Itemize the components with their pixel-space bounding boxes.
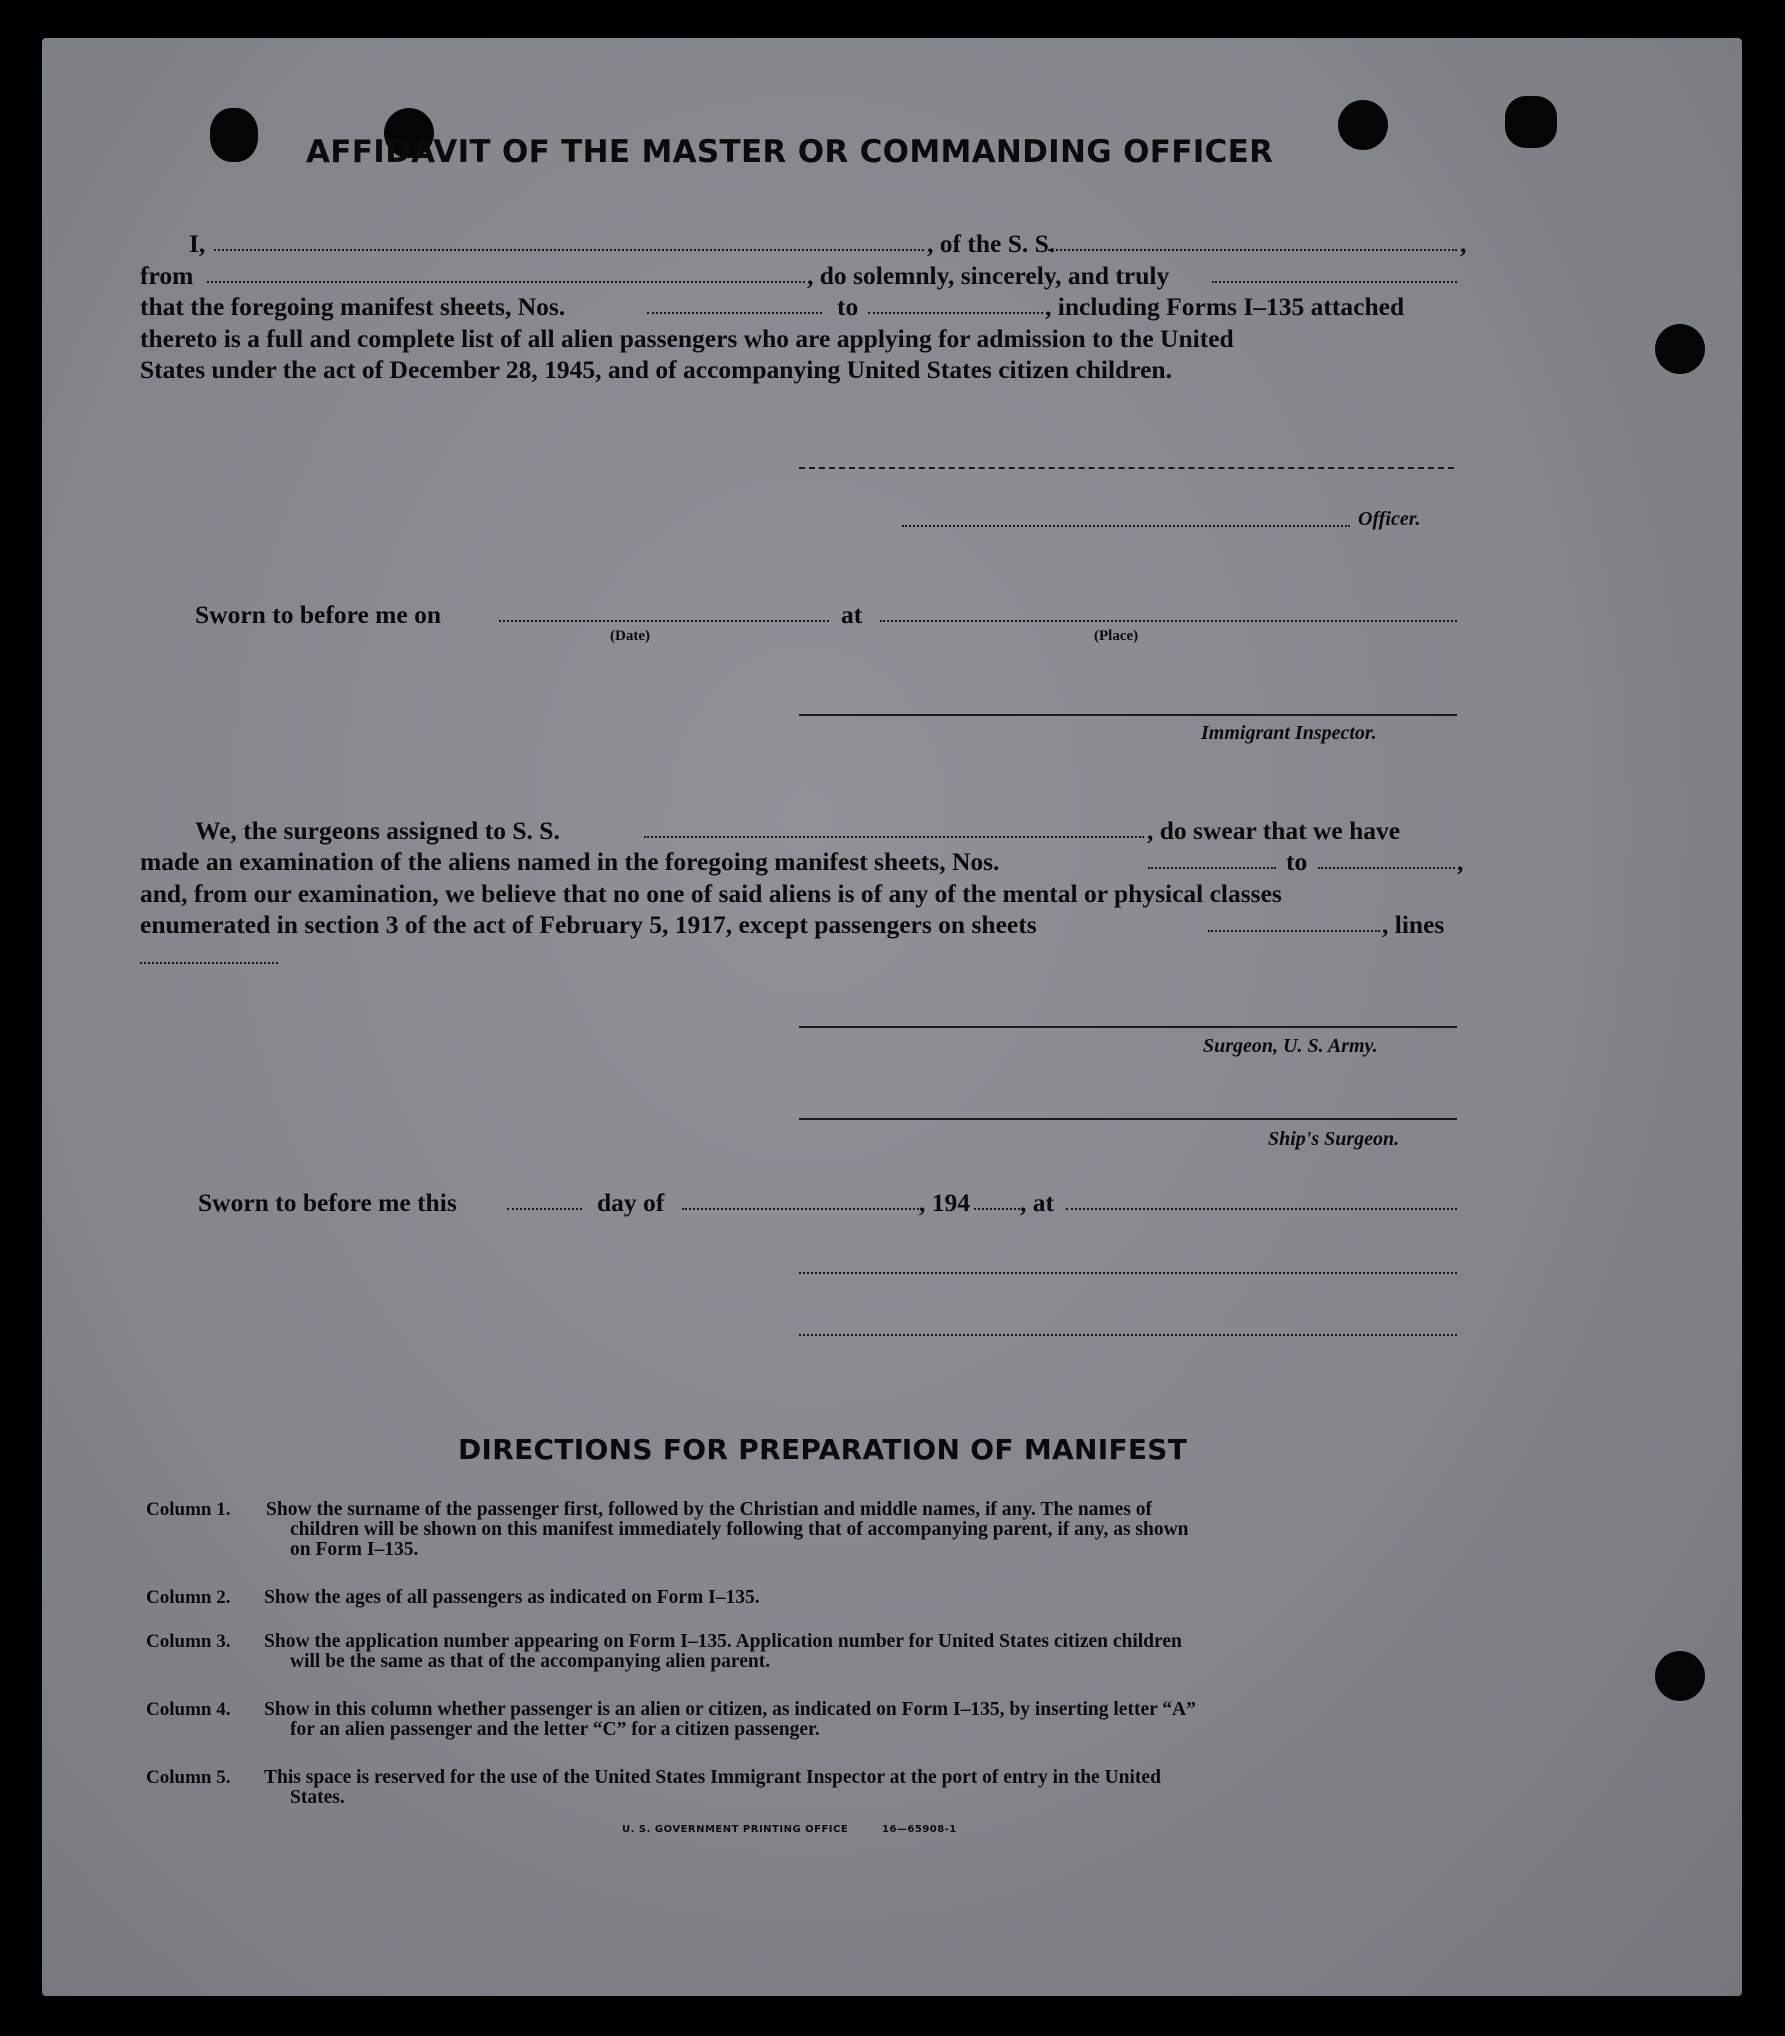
punch-hole [1655, 1651, 1705, 1701]
direction-text: will be the same as that of the accompanying alien parent. [290, 1651, 771, 1672]
sworn-at: at [841, 600, 863, 629]
surgeon-sheet-from-field[interactable] [1148, 867, 1276, 869]
direction-label: Column 1. [146, 1499, 231, 1520]
direction-text: Show the ages of all passengers as indicated on Form I–135. [264, 1587, 760, 1608]
sworn-day-field[interactable] [507, 1208, 582, 1210]
master-name-field[interactable] [214, 249, 924, 251]
except-sheets-field[interactable] [1208, 930, 1380, 932]
direction-text: children will be shown on this manifest immediately following that of accompanying parent, if any, as shown [290, 1519, 1189, 1540]
inspector-label: Immigrant Inspector. [1201, 722, 1377, 744]
affidavit-line-4: thereto is a full and complete list of all alien passengers who are applying for admission to the United [140, 324, 1234, 353]
sworn-place-field[interactable] [880, 620, 1457, 622]
sworn-date-field[interactable] [499, 620, 829, 622]
place-caption: (Place) [1094, 628, 1139, 644]
direction-label: Column 5. [146, 1767, 231, 1788]
sworn-year-prefix: , 194 [919, 1188, 970, 1217]
officer-label: Officer. [1358, 508, 1421, 530]
sheet-from-field[interactable] [647, 312, 822, 314]
sworn-year-at: , at [1020, 1188, 1054, 1217]
ship-name-field[interactable] [1045, 249, 1457, 251]
punch-hole [1505, 96, 1557, 148]
sworn-year-field[interactable] [974, 1208, 1020, 1210]
direction-text: for an alien passenger and the letter “C” for a citizen passenger. [290, 1719, 820, 1740]
sheet-to-field[interactable] [868, 312, 1043, 314]
inspector-signature-line[interactable] [799, 714, 1457, 716]
affidavit-line-5: States under the act of December 28, 1945, and of accompanying United States citizen children. [140, 355, 1172, 384]
surgeons-line-4-end: , lines [1382, 910, 1445, 939]
ship-surgeon-signature-line[interactable] [799, 1118, 1457, 1120]
direction-text: on Form I–135. [290, 1539, 419, 1560]
direction-label: Column 4. [146, 1699, 231, 1720]
form-code: 16—65908-1 [882, 1824, 957, 1835]
punch-hole [1338, 100, 1388, 150]
oath-field[interactable] [1212, 281, 1457, 283]
surgeons-line-2-start: made an examination of the aliens named in the foregoing manifest sheets, Nos. [140, 847, 1000, 876]
affidavit-line-3-to: to [837, 292, 859, 321]
officer-title-line[interactable] [902, 525, 1350, 527]
affidavit-line-1-end: , [1460, 229, 1467, 258]
affidavit-line-2-start: from [140, 261, 194, 290]
affidavit-line-2-oath: , do solemnly, sincerely, and truly [807, 261, 1170, 290]
document-sheet [42, 38, 1742, 1996]
affidavit-line-1-ship: , of the S. S. [927, 229, 1056, 258]
surgeons-line-1-start: We, the surgeons assigned to S. S. [195, 816, 560, 845]
surgeon-ship-field[interactable] [644, 836, 1144, 838]
surgeons-line-2-to: to [1286, 847, 1308, 876]
sworn-this-day: Sworn to before me this [198, 1188, 457, 1217]
sworn-day-of: day of [597, 1188, 665, 1217]
punch-hole [1655, 324, 1705, 374]
direction-label: Column 2. [146, 1587, 231, 1608]
gpo-imprint: U. S. GOVERNMENT PRINTING OFFICE [622, 1824, 849, 1835]
direction-text: Show in this column whether passenger is an alien or citizen, as indicated on Form I–135, by inserting letter “A” [264, 1699, 1196, 1720]
punch-hole [210, 108, 258, 162]
page-title: AFFIDAVIT OF THE MASTER OR COMMANDING OFFICER [306, 134, 1274, 170]
surgeons-line-3: and, from our examination, we believe that no one of said aliens is of any of the mental or physical classes [140, 879, 1282, 908]
army-surgeon-label: Surgeon, U. S. Army. [1203, 1035, 1378, 1057]
sworn2-signature-line-2[interactable] [799, 1334, 1457, 1336]
affidavit-line-3-start: that the foregoing manifest sheets, Nos. [140, 292, 566, 321]
affidavit-line-1-start: I, [189, 229, 206, 258]
direction-text: Show the surname of the passenger first, followed by the Christian and middle names, if any. The names of [266, 1499, 1153, 1520]
surgeons-line-4-start: enumerated in section 3 of the act of February 5, 1917, except passengers on sheets [140, 910, 1037, 939]
direction-label: Column 3. [146, 1631, 231, 1652]
sworn-month-field[interactable] [682, 1208, 919, 1210]
direction-text: Show the application number appearing on Form I–135. Application number for United States citizen children [264, 1631, 1182, 1652]
port-from-field[interactable] [207, 281, 805, 283]
officer-signature-line[interactable] [799, 467, 1454, 469]
date-caption: (Date) [610, 628, 650, 644]
ship-surgeon-label: Ship's Surgeon. [1268, 1128, 1400, 1150]
except-lines-field[interactable] [140, 962, 278, 964]
surgeons-line-1-end: , do swear that we have [1147, 816, 1401, 845]
directions-title: DIRECTIONS FOR PREPARATION OF MANIFEST [458, 1433, 1188, 1466]
surgeon-sheet-to-field[interactable] [1318, 867, 1455, 869]
affidavit-line-3-end: , including Forms I–135 attached [1045, 292, 1405, 321]
sworn2-signature-line-1[interactable] [799, 1272, 1457, 1274]
army-surgeon-signature-line[interactable] [799, 1026, 1457, 1028]
surgeons-line-2-end: , [1457, 847, 1464, 876]
sworn-before-me-on: Sworn to before me on [195, 600, 441, 629]
sworn2-place-field[interactable] [1066, 1208, 1457, 1210]
direction-text: States. [290, 1787, 345, 1808]
direction-text: This space is reserved for the use of the United States Immigrant Inspector at the port of entry in the United [264, 1767, 1161, 1788]
